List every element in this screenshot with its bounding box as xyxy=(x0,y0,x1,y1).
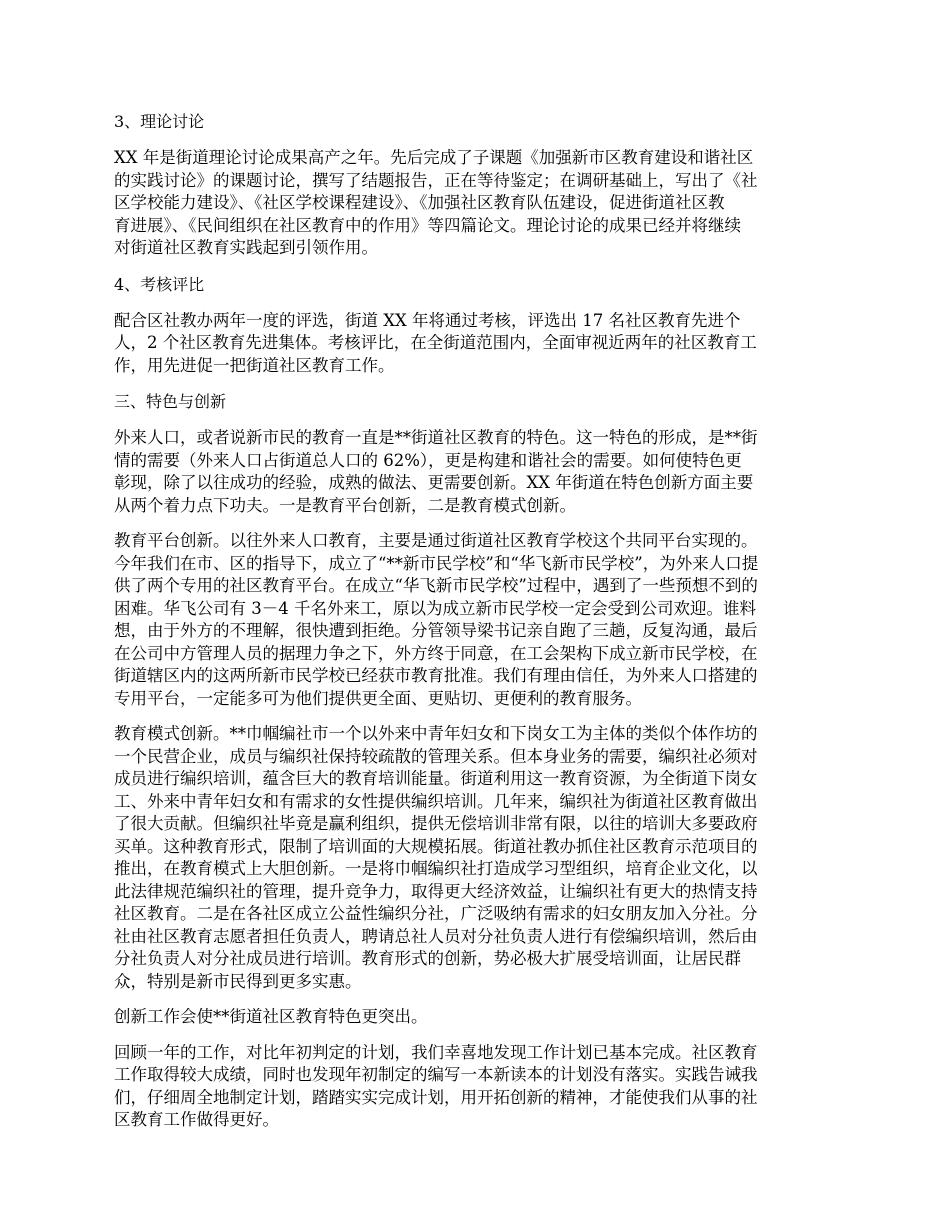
text-line: 供了两个专用的社区教育平台。在成立“华飞新市民学校”过程中，遇到了一些预想不到的 xyxy=(114,576,758,595)
text-line: 买单。这种教育形式，限制了培训面的大规模拓展。街道社教办抓住社区教育示范项目的 xyxy=(114,836,758,856)
text-line: 了很大贡献。但编织社毕竟是赢利组织，提供无偿培训非常有限，以往的培训大多要政府 xyxy=(114,814,758,833)
paragraph-assessment xyxy=(114,310,842,378)
paragraph-platform-innovation xyxy=(114,530,842,710)
text-line: 在公司中方管理人员的据理力争之下，外方终于同意，在工会架构下成立新市民学校，在 xyxy=(114,643,758,663)
text-line: 街道辖区内的这两所新市民学校已经获市教育批准。我们有理由信任，为外来人口搭建的 xyxy=(114,666,758,685)
text-line: XX 年是街道理论讨论成果高产之年。先后完成了子课题《加强新市区教育建设和谐社区 xyxy=(114,148,754,167)
paragraph-theory xyxy=(114,147,842,260)
text-line: 们，仔细周全地制定计划，踏踏实实完成计划，用开拓创新的精神，才能使我们从事的社 xyxy=(114,1087,758,1107)
text-line: 推出，在教育模式上大胆创新。一是将巾帼编织社打造成学习型组织，培育企业文化，以 xyxy=(114,859,758,878)
text-line: 此法律规范编织社的管理，提升竞争力，取得更大经济效益，让编织社有更大的热情支持 xyxy=(114,881,758,901)
text-line: 工、外来中青年妇女和有需求的女性提供编织培训。几年来，编织社为街道社区教育做出 xyxy=(114,791,758,811)
text-line: 社区教育。二是在各社区成立公益性编织分社，广泛吸纳有需求的妇女朋友加入分社。分 xyxy=(114,904,758,923)
text-line: 情的需要（外来人口占街道总人口的 62%），更是构建和谐社会的需要。如何使特色更 xyxy=(114,450,742,470)
paragraph-innovation-summary xyxy=(114,1006,842,1029)
text-line: 的实践讨论》的课题讨论，撰写了结题报告，正在等待鉴定；在调研基础上，写出了《社 xyxy=(114,170,758,190)
text-line: 众，特别是新市民得到更多实惠。 xyxy=(114,971,362,991)
text-line: 区教育工作做得更好。 xyxy=(114,1110,279,1129)
section-heading-theory: 3、理论讨论 xyxy=(114,112,205,131)
text-line: 工作取得较大成绩，同时也发现年初制定的编写一本新读本的计划没有落实。实践告诫我 xyxy=(114,1065,758,1084)
paragraph-model-innovation xyxy=(114,723,842,993)
text-line: 外来人口，或者说新市民的教育一直是**街道社区教育的特色。这一特色的形成，是**街 xyxy=(114,428,758,447)
text-line: 从两个着力点下功夫。一是教育平台创新，二是教育模式创新。 xyxy=(114,495,576,515)
text-line: 教育平台创新。以往外来人口教育，主要是通过街道社区教育学校这个共同平台实现的。 xyxy=(114,531,758,550)
text-line: 一个民营企业，成员与编织社保持较疏散的管理关系。但本身业务的需要，编织社必须对 xyxy=(114,746,758,766)
text-line: 成员进行编织培训，蕴含巨大的教育培训能量。街道利用这一教育资源，为全街道下岗女 xyxy=(114,769,758,788)
text-line: 专用平台，一定能多可为他们提供更全面、更贴切、更便利的教育服务。 xyxy=(114,688,642,708)
section-heading-assessment: 4、考核评比 xyxy=(114,274,205,294)
text-line: 教育模式创新。**巾帼编社市一个以外来中青年妇女和下岗女工为主体的类似个体作坊的 xyxy=(114,724,758,743)
text-line: 对街道社区教育实践起到引领作用。 xyxy=(114,238,378,257)
text-line: 彰现，除了以往成功的经验，成熟的做法、更需要创新。XX 年街道在特色创新方面主要 xyxy=(114,473,754,492)
text-line: 想，由于外方的不理解，很快遭到拒绝。分管领导梁书记亲自跑了三趟，反复沟通，最后 xyxy=(114,621,758,640)
text-line: 分社负责人对分社成员进行培训。教育形式的创新，势必极大扩展受培训面，让居民群 xyxy=(114,949,741,968)
paragraph-annual-review xyxy=(114,1042,842,1132)
text-line: 创新工作会使**街道社区教育特色更突出。 xyxy=(114,1007,428,1026)
section-heading-features: 三、特色与创新 xyxy=(114,392,227,411)
text-line: 今年我们在市、区的指导下，成立了“**新市民学校”和“华飞新市民学校”，为外来人口提 xyxy=(114,553,759,573)
text-line: 人，2 个社区教育先进集体。考核评比，在全街道范围内，全面审视近两年的社区教育工 xyxy=(114,333,757,352)
text-line: 育进展》、《民间组织在社区教育中的作用》等四篇论文。理论讨论的成果已经并将继续 xyxy=(114,215,741,235)
document-body xyxy=(114,110,842,1145)
text-line: 作，用先进促一把街道社区教育工作。 xyxy=(114,355,395,375)
text-line: 配合区社教办两年一度的评选，街道 XX 年将通过考核，评选出 17 名社区教育先进个 xyxy=(114,310,741,330)
paragraph-feature-intro xyxy=(114,427,842,517)
text-line: 回顾一年的工作，对比年初判定的计划，我们幸喜地发现工作计划已基本完成。社区教育 xyxy=(114,1042,758,1062)
text-line: 困难。华飞公司有 3－4 千名外来工，原以为成立新市民学校一定会受到公司欢迎。谁料 xyxy=(114,598,756,618)
text-line: 区学校能力建设》、《社区学校课程建设》、《加强社区教育队伍建设，促进街道社区教 xyxy=(114,193,725,212)
text-line: 社由社区教育志愿者担任负责人，聘请总社人员对分社负责人进行有偿编织培训，然后由 xyxy=(114,926,758,946)
